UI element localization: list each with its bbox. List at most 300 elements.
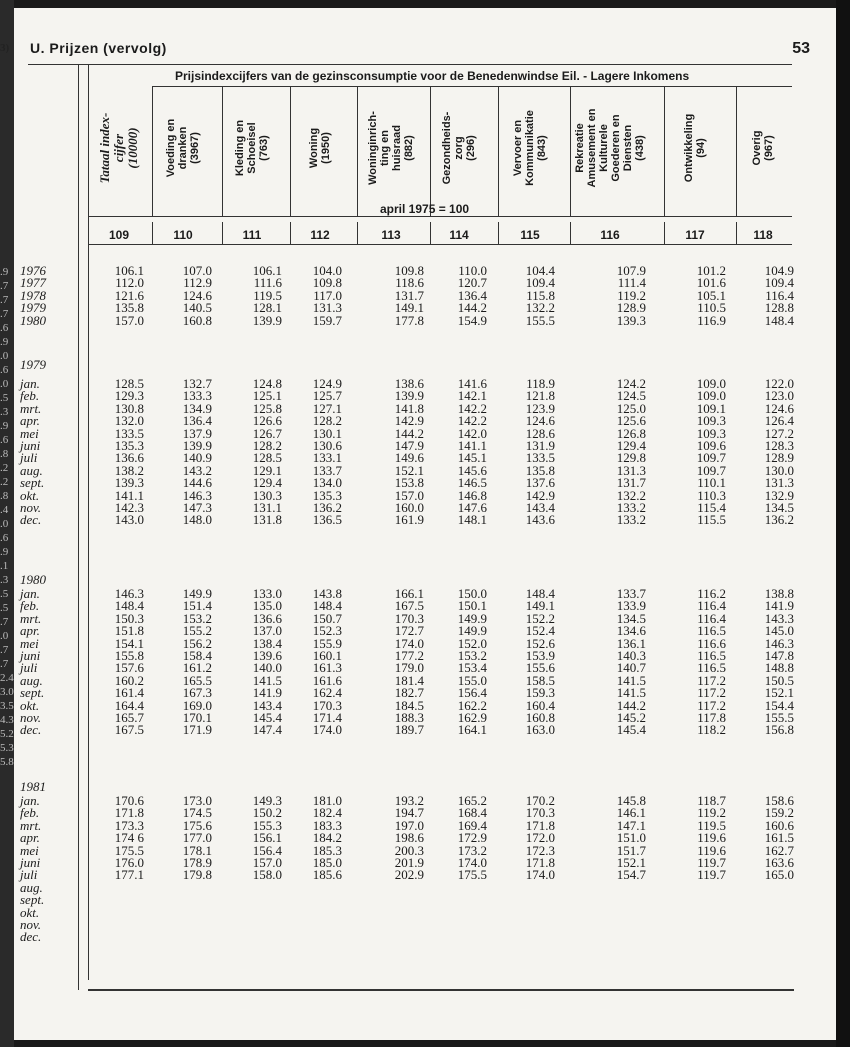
table-cell: 128.9 — [764, 450, 794, 466]
previous-page-fragment: .9 — [0, 546, 9, 558]
table-cell: 135.8 — [525, 462, 555, 478]
table-cell: 125.0 — [616, 400, 646, 416]
table-cell: 118.6 — [395, 275, 424, 291]
table-cell: 152.1 — [616, 855, 646, 870]
table-cell: 109.3 — [696, 413, 726, 429]
table-cell: 130.8 — [114, 400, 144, 416]
table-cell: 155.6 — [525, 660, 555, 676]
table-cell: 109.4 — [525, 275, 555, 291]
table-cell: 133.5 — [114, 425, 144, 441]
row-label: juli — [20, 660, 38, 676]
table-cell: 109.7 — [696, 462, 726, 478]
table-cell: 110.3 — [697, 487, 726, 503]
table-cell: 197.0 — [394, 817, 424, 833]
column-number: 111 — [242, 228, 262, 242]
table-cell: 132.9 — [764, 487, 794, 503]
column-divider — [78, 64, 79, 990]
table-cell: 131.7 — [394, 287, 424, 303]
column-header-line: Rekreatie — [574, 123, 586, 173]
column-header — [736, 84, 790, 212]
table-cell: 152.6 — [525, 635, 555, 651]
previous-page-fragment: .2 — [0, 476, 9, 488]
table-cell: 136.2 — [764, 512, 794, 528]
table-cell: 116.4 — [765, 287, 794, 303]
table-cell: 116.4 — [697, 610, 726, 626]
table-cell: 174 6 — [114, 830, 144, 846]
previous-page-fragment: .2 — [0, 462, 9, 474]
table-cell: 171.8 — [114, 805, 144, 821]
table-cell: 155.5 — [764, 710, 794, 725]
row-divider — [88, 216, 792, 217]
table-cell: 126.8 — [616, 425, 646, 441]
table-cell: 131.8 — [252, 512, 282, 528]
column-divider — [570, 222, 571, 244]
table-cell: 117.2 — [697, 672, 726, 688]
column-header-line: huisraad — [391, 125, 403, 171]
table-cell: 147.8 — [764, 648, 794, 663]
row-label: aug. — [20, 672, 43, 688]
column-header-line: (10000) — [125, 127, 140, 169]
table-cell: 119.6 — [697, 842, 726, 858]
table-cell: 170.3 — [394, 610, 424, 626]
table-cell: 176.0 — [114, 855, 144, 870]
table-cell: 150.7 — [312, 610, 342, 626]
previous-page-fragment: .6 — [0, 532, 9, 544]
row-label: juli — [20, 867, 38, 883]
table-cell: 148.0 — [182, 512, 212, 528]
table-cell: 119.7 — [697, 855, 726, 870]
table-cell: 141.5 — [252, 672, 282, 688]
table-cell: 131.3 — [764, 475, 794, 491]
table-cell: 148.4 — [114, 598, 144, 614]
table-cell: 145.8 — [616, 793, 646, 808]
table-cell: 184.2 — [312, 830, 342, 846]
row-label: mrt. — [20, 817, 42, 833]
previous-page-fragment: 3.5 — [0, 700, 14, 712]
table-cell: 128.6 — [525, 425, 555, 441]
table-cell: 136.5 — [312, 512, 342, 528]
table-cell: 135.3 — [312, 487, 342, 503]
table-cell: 193.2 — [394, 793, 424, 808]
table-cell: 138.4 — [252, 635, 282, 651]
table-cell: 156.2 — [182, 635, 212, 651]
table-cell: 140.7 — [616, 660, 646, 676]
table-cell: 116.2 — [697, 586, 726, 601]
table-cell: 122.0 — [764, 376, 794, 391]
table-cell: 160.0 — [394, 500, 424, 515]
column-header-line: (1950) — [320, 132, 332, 164]
table-cell: 136.6 — [114, 450, 144, 466]
year-label: 1981 — [20, 779, 46, 794]
column-header-line: Goederen en — [610, 114, 622, 182]
table-cell: 160.2 — [114, 672, 144, 688]
previous-page-fragment: .9 — [0, 336, 9, 348]
previous-page-fragment: .6 — [0, 364, 9, 376]
column-number: 109 — [108, 228, 130, 242]
table-cell: 136.4 — [182, 413, 212, 429]
table-cell: 163.0 — [525, 722, 555, 738]
table-supertitle: Prijsindexcijfers van de gezinsconsumptie voor de Benedenwindse Eil. - Lagere Inkomens — [175, 69, 690, 83]
table-cell: 170.1 — [182, 710, 212, 725]
table-cell: 138.6 — [394, 376, 424, 391]
table-cell: 179.0 — [394, 660, 424, 676]
table-cell: 117.2 — [697, 697, 726, 713]
table-cell: 125.8 — [252, 400, 282, 416]
table-cell: 128.3 — [764, 438, 794, 453]
table-cell: 120.7 — [457, 275, 487, 291]
table-cell: 184.5 — [394, 697, 424, 713]
table-cell: 185.6 — [312, 867, 342, 883]
table-cell: 188.3 — [394, 710, 424, 725]
table-cell: 165.0 — [764, 867, 794, 883]
previous-page-fragments — [0, 0, 16, 1047]
table-cell: 149.9 — [457, 610, 487, 626]
table-cell: 150.0 — [457, 586, 487, 601]
table-cell: 109.8 — [394, 263, 424, 278]
row-label: 1980 — [20, 312, 46, 328]
table-cell: 116.5 — [697, 623, 726, 639]
table-cell: 174.0 — [457, 855, 487, 870]
table-cell: 146.3 — [182, 487, 212, 503]
table-cell: 111.4 — [617, 275, 646, 291]
page-number: 53 — [792, 40, 810, 57]
row-label: apr. — [20, 623, 40, 639]
table-cell: 106.1 — [252, 263, 282, 278]
table-cell: 133.2 — [616, 500, 646, 515]
row-label: jan. — [20, 586, 40, 601]
table-cell: 156.8 — [764, 722, 794, 738]
column-header-line: Kommunikatie — [524, 110, 536, 186]
table-cell: 181.4 — [394, 672, 424, 688]
table-cell: 116.4 — [697, 598, 726, 614]
table-cell: 151.7 — [616, 842, 646, 858]
table-cell: 157.0 — [394, 487, 424, 503]
table-cell: 133.9 — [616, 598, 646, 614]
previous-page-fragment: .7 — [0, 616, 9, 628]
table-cell: 159.7 — [312, 312, 342, 328]
table-cell: 171.8 — [525, 817, 555, 833]
previous-page-header-fragment: 3) — [0, 42, 10, 54]
table-cell: 132.0 — [114, 413, 144, 429]
column-header — [430, 84, 488, 212]
column-header-line: Woninginrich- — [367, 111, 379, 185]
column-header — [152, 84, 214, 212]
table-cell: 141.5 — [616, 685, 646, 701]
table-cell: 148.8 — [764, 660, 794, 676]
table-cell: 133.2 — [616, 512, 646, 528]
table-cell: 131.1 — [252, 500, 282, 515]
column-header — [498, 84, 562, 212]
row-label: dec. — [20, 929, 42, 945]
table-cell: 110.5 — [697, 300, 726, 316]
table-cell: 177.0 — [182, 830, 212, 846]
table-cell: 126.4 — [764, 413, 794, 429]
table-cell: 131.9 — [525, 438, 555, 453]
table-cell: 156.1 — [252, 830, 282, 846]
table-cell: 119.5 — [697, 817, 726, 833]
table-cell: 174.0 — [394, 635, 424, 651]
table-cell: 104.9 — [764, 263, 794, 278]
table-cell: 155.3 — [252, 817, 282, 833]
row-label: mei — [20, 425, 39, 441]
table-cell: 157.0 — [114, 312, 144, 328]
table-cell: 161.5 — [764, 830, 794, 846]
table-cell: 134.5 — [764, 500, 794, 515]
table-cell: 121.6 — [114, 287, 144, 303]
table-cell: 150.1 — [457, 598, 487, 614]
table-cell: 109.6 — [696, 438, 726, 453]
table-cell: 141.1 — [457, 438, 487, 453]
table-cell: 141.8 — [394, 400, 424, 416]
table-cell: 162.9 — [457, 710, 487, 725]
row-label: okt. — [20, 697, 40, 713]
table-cell: 101.2 — [696, 263, 726, 278]
table-cell: 138.2 — [114, 462, 144, 478]
previous-page-fragment: 3.0 — [0, 686, 14, 698]
table-cell: 171.9 — [182, 722, 212, 738]
table-cell: 141.6 — [457, 376, 487, 391]
column-header — [570, 84, 650, 212]
row-label: feb. — [20, 598, 40, 614]
table-cell: 133.1 — [312, 450, 342, 466]
table-cell: 153.2 — [457, 648, 487, 663]
table-cell: 148.4 — [312, 598, 342, 614]
table-cell: 146.1 — [616, 805, 646, 821]
row-label: feb. — [20, 805, 40, 821]
table-cell: 135.0 — [252, 598, 282, 614]
table-cell: 158.5 — [525, 672, 555, 688]
table-cell: 171.8 — [525, 855, 555, 870]
row-label: mei — [20, 635, 39, 651]
table-cell: 106.1 — [114, 263, 144, 278]
table-cell: 139.9 — [394, 388, 424, 404]
table-cell: 124.8 — [252, 376, 282, 391]
table-cell: 151.8 — [114, 623, 144, 639]
table-cell: 152.2 — [525, 610, 555, 626]
table-cell: 147.9 — [394, 438, 424, 453]
row-label: jan. — [20, 793, 40, 808]
previous-page-fragment: .1 — [0, 560, 9, 572]
table-cell: 116.5 — [697, 660, 726, 676]
previous-page-fragment: .9 — [0, 420, 9, 432]
table-cell: 157.0 — [252, 855, 282, 870]
table-cell: 162.2 — [457, 697, 487, 713]
table-cell: 165.5 — [182, 672, 212, 688]
table-cell: 137.0 — [252, 623, 282, 639]
table-cell: 142.2 — [457, 400, 487, 416]
table-cell: 127.2 — [764, 425, 794, 441]
table-cell: 158.0 — [252, 867, 282, 883]
column-header-line: Vervoer en — [512, 119, 524, 177]
table-cell: 159.3 — [525, 685, 555, 701]
table-cell: 171.4 — [312, 710, 342, 725]
year-label: 1979 — [20, 357, 46, 372]
table-cell: 139.3 — [114, 475, 144, 491]
column-number: 114 — [449, 228, 469, 242]
table-cell: 101.6 — [696, 275, 726, 291]
previous-page-fragment: .3 — [0, 406, 9, 418]
table-cell: 128.2 — [312, 413, 342, 429]
table-cell: 168.4 — [457, 805, 487, 821]
table-cell: 132.7 — [182, 376, 212, 391]
table-cell: 148.4 — [525, 586, 555, 601]
table-cell: 131.7 — [616, 475, 646, 491]
table-cell: 149.6 — [394, 450, 424, 466]
table-cell: 128.9 — [616, 300, 646, 316]
table-cell: 145.2 — [616, 710, 646, 725]
column-header-line: Overig — [751, 130, 763, 166]
table-cell: 159.2 — [764, 805, 794, 821]
table-cell: 179.8 — [182, 867, 212, 883]
table-cell: 162.4 — [312, 685, 342, 701]
table-cell: 146.3 — [114, 586, 144, 601]
table-cell: 177.1 — [114, 867, 144, 883]
column-header-line: Kulturele — [598, 124, 610, 172]
table-cell: 134.9 — [182, 400, 212, 416]
table-cell: 174.0 — [312, 722, 342, 738]
table-cell: 181.0 — [312, 793, 342, 808]
scan-border — [836, 0, 850, 1047]
row-label: juni — [20, 648, 41, 663]
previous-page-fragment: .5 — [0, 588, 9, 600]
table-cell: 162.7 — [764, 842, 794, 858]
table-cell: 160.6 — [764, 817, 794, 833]
row-label: okt. — [20, 904, 40, 920]
table-cell: 109.4 — [764, 275, 794, 291]
table-cell: 170.2 — [525, 793, 555, 808]
table-cell: 166.1 — [394, 586, 424, 601]
table-cell: 110.0 — [458, 263, 487, 278]
previous-page-fragment: 2.4 — [0, 672, 14, 684]
previous-page-fragment: .6 — [0, 434, 9, 446]
table-cell: 153.9 — [525, 648, 555, 663]
table-cell: 116.9 — [697, 312, 726, 328]
previous-page-fragment: .6 — [0, 322, 9, 334]
table-cell: 150.3 — [114, 610, 144, 626]
previous-page-fragment: .0 — [0, 350, 9, 362]
table-cell: 146.5 — [457, 475, 487, 491]
row-label: juni — [20, 438, 41, 453]
table-cell: 124.6 — [525, 413, 555, 429]
table-cell: 131.3 — [616, 462, 646, 478]
table-cell: 167.5 — [394, 598, 424, 614]
table-cell: 198.6 — [394, 830, 424, 846]
table-cell: 137.9 — [182, 425, 212, 441]
table-cell: 115.4 — [697, 500, 726, 515]
table-cell: 136.2 — [312, 500, 342, 515]
previous-page-fragment: .5 — [0, 602, 9, 614]
table-cell: 172.7 — [394, 623, 424, 639]
table-cell: 155.8 — [114, 648, 144, 663]
previous-page-fragment: .7 — [0, 644, 9, 656]
table-cell: 170.3 — [525, 805, 555, 821]
previous-page-fragment: 5.8 — [0, 756, 14, 768]
table-cell: 182.4 — [312, 805, 342, 821]
table-cell: 173.0 — [182, 793, 212, 808]
row-label: 1976 — [20, 263, 46, 278]
table-cell: 163.6 — [764, 855, 794, 870]
top-rule — [28, 64, 792, 65]
row-label: mrt. — [20, 610, 42, 626]
previous-page-fragment: .9 — [0, 266, 9, 278]
table-cell: 105.1 — [696, 287, 726, 303]
row-label: 1979 — [20, 300, 46, 316]
table-cell: 128.2 — [252, 438, 282, 453]
row-label: sept. — [20, 685, 45, 701]
table-cell: 124.6 — [764, 400, 794, 416]
table-cell: 154.4 — [764, 697, 794, 713]
column-header-line: ting en — [379, 129, 391, 167]
table-cell: 119.2 — [697, 805, 726, 821]
table-cell: 177.2 — [394, 648, 424, 663]
table-cell: 138.8 — [764, 586, 794, 601]
column-header-line: (94) — [695, 138, 707, 158]
table-cell: 149.1 — [525, 598, 555, 614]
table-cell: 130.3 — [252, 487, 282, 503]
table-cell: 194.7 — [394, 805, 424, 821]
table-cell: 151.4 — [182, 598, 212, 614]
table-cell: 201.9 — [394, 855, 424, 870]
table-cell: 128.1 — [252, 300, 282, 316]
table-cell: 153.4 — [457, 660, 487, 676]
table-cell: 170.3 — [312, 697, 342, 713]
table-cell: 144.2 — [616, 697, 646, 713]
table-cell: 133.7 — [312, 462, 342, 478]
column-number: 112 — [310, 228, 330, 242]
column-header-line: Amusement en — [586, 108, 598, 188]
table-cell: 145.0 — [764, 623, 794, 639]
table-cell: 139.3 — [616, 312, 646, 328]
table-cell: 107.0 — [182, 263, 212, 278]
table-cell: 123.0 — [764, 388, 794, 404]
table-cell: 144.2 — [394, 425, 424, 441]
table-cell: 109.7 — [696, 450, 726, 466]
row-label: sept. — [20, 475, 45, 491]
table-cell: 117.8 — [697, 710, 726, 725]
table-cell: 131.3 — [312, 300, 342, 316]
table-cell: 143.6 — [525, 512, 555, 528]
row-label: 1977 — [20, 275, 46, 291]
table-cell: 151.0 — [616, 830, 646, 846]
table-cell: 149.9 — [182, 586, 212, 601]
table-cell: 125.7 — [312, 388, 342, 404]
column-number: 116 — [600, 228, 620, 242]
column-header-line: (438) — [634, 135, 646, 161]
table-cell: 141.9 — [252, 685, 282, 701]
table-cell: 111.6 — [253, 275, 282, 291]
table-cell: 144.6 — [182, 475, 212, 491]
table-cell: 140.9 — [182, 450, 212, 466]
table-cell: 129.4 — [616, 438, 646, 453]
table-cell: 143.0 — [114, 512, 144, 528]
table-cell: 141.5 — [616, 672, 646, 688]
row-label: 1978 — [20, 287, 46, 303]
table-cell: 177.8 — [394, 312, 424, 328]
table-cell: 143.3 — [764, 610, 794, 626]
row-label: juni — [20, 855, 41, 870]
previous-page-fragment: .5 — [0, 392, 9, 404]
table-cell: 183.3 — [312, 817, 342, 833]
column-header-line: cijfer — [111, 133, 126, 163]
table-cell: 150.5 — [764, 672, 794, 688]
previous-page-fragment: .3 — [0, 574, 9, 586]
table-cell: 134.6 — [616, 623, 646, 639]
table-cell: 155.2 — [182, 623, 212, 639]
table-cell: 104.0 — [312, 263, 342, 278]
table-cell: 153.2 — [182, 610, 212, 626]
table-cell: 160.8 — [182, 312, 212, 328]
table-cell: 152.3 — [312, 623, 342, 639]
